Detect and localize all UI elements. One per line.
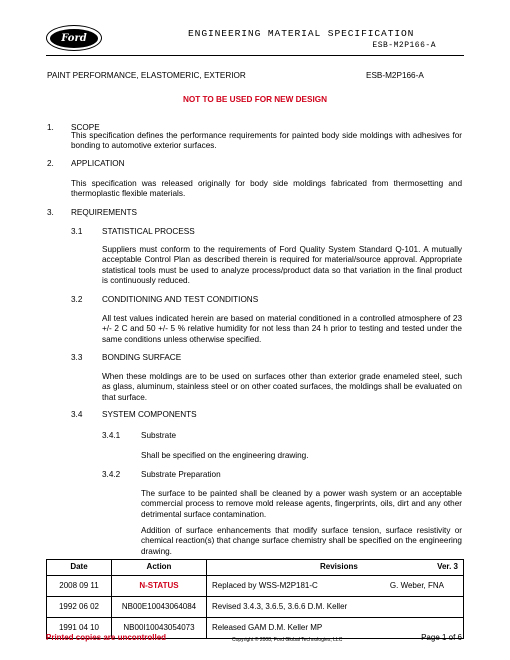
row-date: 2008 09 11: [47, 576, 112, 597]
subsection-text-3-2: All test values indicated herein are based on material conditioned in a controlled atmosphere of 23 +/- 2 C and 50 +/- 5 % relative humidity for not less than 24 h prior to testing and tested under the same conditions unless otherwise specified.: [102, 314, 462, 344]
scope-text: This specification defines the performance requirements for painted body side moldings with adhesives for bonding to automotive exterior surfaces.: [71, 131, 462, 151]
subsection-title-3-3: BONDING SURFACE: [102, 353, 182, 362]
ford-logo-text: Ford: [50, 29, 98, 48]
header-code: ESB-M2P166-A: [372, 41, 436, 50]
row-revision: Released GAM D.M. Keller MP: [207, 618, 464, 639]
section-title-application: APPLICATION: [71, 159, 125, 168]
subsection-text-3-3: When these moldings are to be used on surfaces other than exterior grade enameled steel, such as glass, aluminum, stainless steel or on other coated surfaces, the moldings shall be evaluated on that surface.: [102, 372, 462, 402]
table-row: [47, 576, 464, 597]
subsection-text-3-1: Suppliers must conform to the requirements of Ford Quality System Standard Q-101. A mutually acceptable Control Plan as described therein is required for material/source approval. Appropriate statistical tools must be used to analyze process/product data so that variation in the final product is continuously reduced.: [102, 245, 462, 286]
row-date: 1991 04 10: [47, 618, 112, 639]
section-text-application: This specification was released originally for body side moldings fabricated from thermosetting and thermoplastic flexible materials.: [71, 179, 462, 199]
subsection-number-3-4-1: 3.4.1: [102, 431, 121, 440]
revision-table-header: [47, 560, 464, 576]
subsection-title-3-2: CONDITIONING AND TEST CONDITIONS: [102, 295, 259, 304]
header-action: Action: [112, 560, 207, 576]
row-revision: Revised 3.4.3, 3.6.5, 3.6.6 D.M. Keller: [207, 597, 464, 618]
subsection-number-3-4: 3.4: [71, 410, 83, 419]
subsection-text-3-4-2-b: Addition of surface enhancements that modify surface tension, surface resistivity or chemical reaction(s) that change surface chemistry shall be specified on the engineering drawing.: [141, 526, 462, 556]
document-title: PAINT PERFORMANCE, ELASTOMERIC, EXTERIOR: [47, 71, 246, 80]
section-text-scope: [71, 131, 462, 152]
row-action: NB00E10043064084: [112, 597, 207, 618]
section-number-scope: 1.: [47, 123, 54, 132]
revision-table: [46, 559, 464, 639]
subsection-number-3-2: 3.2: [71, 295, 83, 304]
section-number-requirements: 3.: [47, 208, 54, 217]
header-revisions-cell: [207, 560, 464, 576]
row-revision-wrap: [212, 581, 458, 591]
subsection-title-3-4-1: Substrate: [141, 431, 177, 440]
table-row: [47, 597, 464, 618]
warning-banner: NOT TO BE USED FOR NEW DESIGN: [182, 95, 328, 104]
row-action: NB00I10043054073: [112, 618, 207, 639]
row-revision: Replaced by WSS-M2P181-C: [212, 580, 318, 590]
header-version: Ver. 3: [437, 562, 458, 572]
footer-uncontrolled-note: Printed copies are uncontrolled: [46, 633, 167, 642]
document-code: ESB-M2P166-A: [366, 71, 424, 80]
header-revisions: Revisions: [320, 562, 358, 572]
header-date: Date: [47, 560, 112, 576]
subsection-title-3-4: SYSTEM COMPONENTS: [102, 410, 197, 419]
row-action: N-STATUS: [112, 576, 207, 597]
header-divider: [46, 55, 464, 56]
subsection-title-3-1: STATISTICAL PROCESS: [102, 227, 195, 236]
header-title: ENGINEERING MATERIAL SPECIFICATION: [188, 28, 415, 39]
subsection-number-3-4-2: 3.4.2: [102, 470, 121, 479]
header-revisions-wrap: [212, 562, 458, 572]
row-author: G. Weber, FNA: [389, 580, 444, 590]
row-revision-cell: [207, 576, 464, 597]
row-date: 1992 06 02: [47, 597, 112, 618]
footer-page-number: Page 1 of 6: [421, 633, 462, 642]
subsection-text-3-4-1: Shall be specified on the engineering drawing.: [141, 451, 309, 460]
section-title-scope: SCOPE: [71, 123, 100, 132]
section-number-application: 2.: [47, 159, 54, 168]
footer-copyright: Copyright © 2008, Ford Global Technologies, LLC: [232, 637, 343, 643]
subsection-number-3-3: 3.3: [71, 353, 83, 362]
section-title-requirements: REQUIREMENTS: [71, 208, 137, 217]
subsection-number-3-1: 3.1: [71, 227, 83, 236]
subsection-title-3-4-2: Substrate Preparation: [141, 470, 221, 479]
subsection-text-3-4-2-a: The surface to be painted shall be cleaned by a power wash system or an acceptable commercial process to remove mold release agents, fingerprints, oils, dirt and any other detrimental surface contamination.: [141, 489, 462, 519]
ford-logo: [46, 25, 102, 51]
